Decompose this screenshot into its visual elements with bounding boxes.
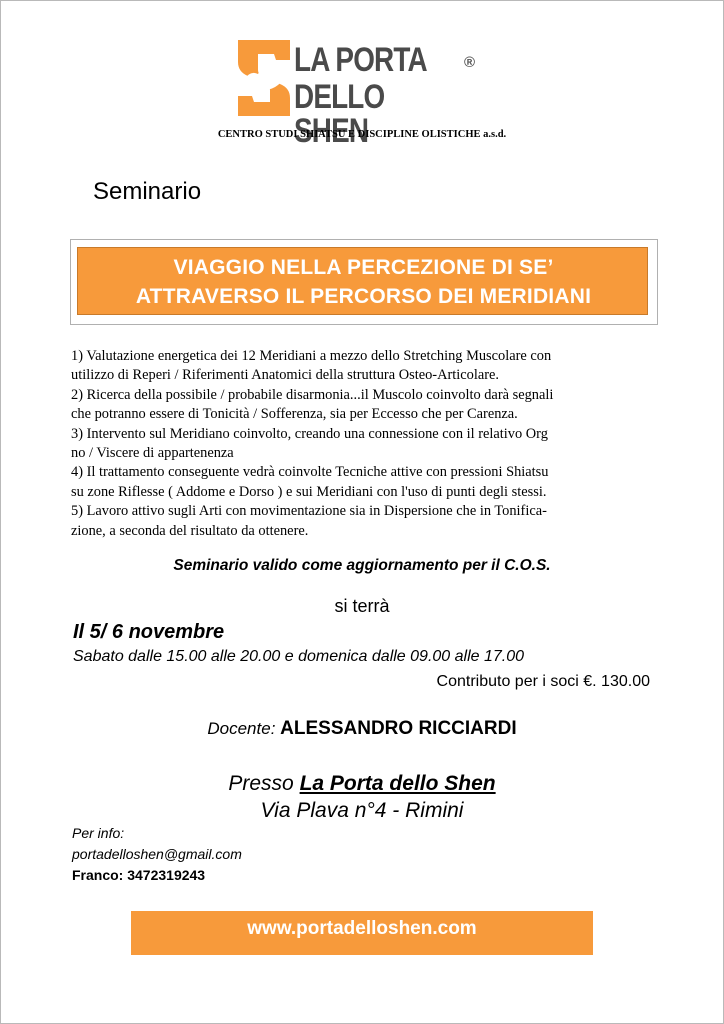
body-line: che potranno essere di Tonicità / Sofferenza, sia per Eccesso che per Carenza. bbox=[71, 406, 518, 423]
body-line: 5) Lavoro attivo sugli Arti con movimentazione sia in Dispersione che in Tonifica- bbox=[71, 503, 547, 520]
title-line-2: ATTRAVERSO IL PERCORSO DEI MERIDIANI bbox=[135, 285, 592, 308]
validity-note: Seminario valido come aggiornamento per il C.O.S. bbox=[173, 557, 551, 574]
title-banner bbox=[77, 247, 648, 315]
logo-line1: LA PORTA bbox=[294, 41, 427, 79]
title-line-1: VIAGGIO NELLA PERCEZIONE DI SE’ bbox=[173, 256, 554, 279]
venue-name: La Porta dello Shen bbox=[299, 772, 496, 795]
teacher bbox=[0, 718, 724, 740]
body-line: su zone Riflesse ( Addome e Dorso ) e sui Meridiani con l'uso di punti degli stessi. bbox=[71, 483, 547, 500]
event-date: Il 5/ 6 novembre bbox=[73, 621, 225, 643]
info-email: portadelloshen@gmail.com bbox=[72, 846, 242, 862]
contact-info bbox=[72, 823, 242, 886]
logo-line2: DELLO SHEN bbox=[294, 78, 385, 150]
website-url: www.portadelloshen.com bbox=[247, 918, 477, 939]
venue-line bbox=[0, 770, 724, 797]
teacher-name: ALESSANDRO RICCIARDI bbox=[280, 718, 517, 739]
teacher-label: Docente: bbox=[207, 719, 276, 738]
body-line: no / Viscere di appartenenza bbox=[71, 445, 234, 462]
event-schedule: Sabato dalle 15.00 alle 20.00 e domenica dalle 09.00 alle 17.00 bbox=[73, 648, 525, 665]
seminar-label: Seminario bbox=[93, 178, 202, 205]
body-line: 4) Il trattamento conseguente vedrà coinvolte Tecniche attive con pressioni Shiatsu bbox=[71, 464, 549, 481]
body-line: zione, a seconda del risultato da ottenere. bbox=[71, 522, 309, 539]
venue bbox=[0, 770, 724, 824]
registered-mark: ® bbox=[464, 54, 476, 71]
body-line: utilizzo di Reperi / Riferimenti Anatomici della struttura Osteo-Articolare. bbox=[71, 367, 499, 384]
footer-banner bbox=[131, 911, 593, 955]
organization-subtitle: CENTRO STUDI SHIATSU E DISCIPLINE OLISTICHE a.s.d. bbox=[217, 129, 507, 140]
venue-address: Via Plava n°4 - Rimini bbox=[260, 799, 464, 822]
body-line: 1) Valutazione energetica dei 12 Meridiani a mezzo dello Stretching Muscolare con bbox=[71, 348, 552, 364]
info-contact: Franco: 3472319243 bbox=[72, 867, 206, 883]
si-terra-label: si terrà bbox=[334, 596, 390, 616]
venue-prefix: Presso bbox=[228, 772, 294, 795]
body-line: 2) Ricerca della possibile / probabile disarmonia...il Muscolo coinvolto darà segnali bbox=[71, 386, 554, 403]
contribution-fee: Contributo per i soci €. 130.00 bbox=[436, 673, 650, 690]
dove-logo-icon bbox=[236, 40, 292, 116]
info-label: Per info: bbox=[72, 825, 125, 841]
body-line: 3) Intervento sul Meridiano coinvolto, creando una connessione con il relativo Org bbox=[71, 425, 548, 442]
program-description bbox=[71, 347, 651, 541]
